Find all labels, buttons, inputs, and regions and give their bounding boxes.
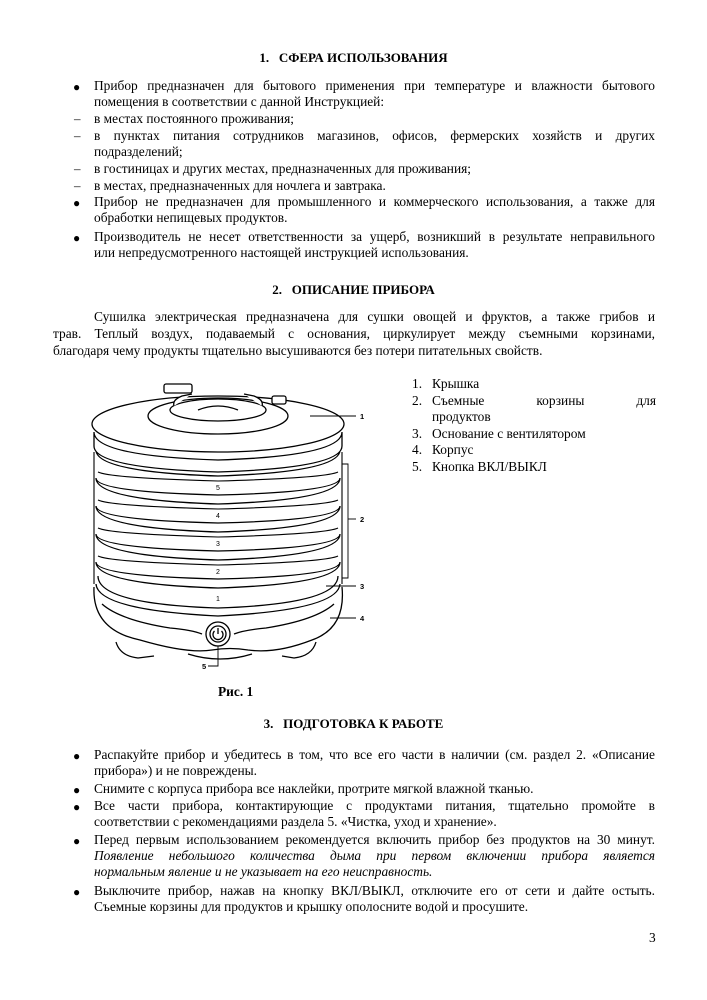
bullet: ● [73, 885, 81, 899]
paragraph-line: Распакуйте прибор и убедитесь в том, что все его части в наличии (см. раздел 2. «Описание [94, 747, 655, 762]
list-item: в гостиницах и других местах, предназначенных для проживания; [94, 161, 471, 176]
tray-number: 3 [216, 541, 220, 548]
list-item: в местах, предназначенных для ночлега и завтрака. [94, 178, 386, 193]
paragraph-line: Прибор предназначен для бытового применения при температуре и влажности бытового [94, 78, 655, 93]
bullet: ● [73, 196, 81, 210]
paragraph-line: Съемные корзины для продуктов и крышку ополосните водой и просушите. [94, 899, 529, 914]
paragraph-line: соответствии с рекомендациями раздела 5. «Чистка, уход и хранение». [94, 814, 497, 829]
paragraph-line: Перед первым использованием рекомендуется включить прибор без продуктов на 30 минут. [94, 832, 655, 847]
list-item [412, 459, 656, 476]
paragraph-line: трав. Теплый воздух, подаваемый с основания, циркулирует между съемными корзинами, [53, 326, 655, 341]
item-label: Основание с вентилятором [432, 425, 586, 441]
item-label-continued: продуктов [432, 409, 491, 424]
callout-label: 3 [360, 582, 365, 591]
paragraph-line: обработки непищевых продуктов. [94, 210, 288, 225]
dash-marker: – [74, 128, 81, 143]
list-item: в пунктах питания сотрудников магазинов, офисов, фермерских хозяйств и других [94, 128, 655, 143]
paragraph-line: Все части прибора, контактирующие с продуктами питания, тщательно промойте в [94, 798, 655, 813]
item-label: Корпус [432, 442, 474, 457]
parts-list [412, 376, 656, 475]
callout-label: 4 [360, 614, 365, 623]
paragraph-line: Снимите с корпуса прибора все наклейки, протрите мягкой влажной тканью. [94, 781, 534, 796]
dehydrator-illustration [80, 372, 380, 682]
item-number: 1. [412, 376, 423, 391]
paragraph-line: благодаря чему продукты тщательно высушиваются без потери питательных свойств. [53, 343, 543, 358]
paragraph-line-italic: нормальным явление и не указывает на его неисправность. [94, 864, 433, 879]
callout-label: 5 [202, 662, 207, 671]
dash-marker: – [74, 111, 81, 126]
item-number: 5. [412, 458, 423, 474]
item-label: Крышка [432, 376, 480, 391]
tray-number: 2 [216, 569, 220, 576]
paragraph-line: Производитель не несет ответственности за ущерб, возникший в результате неправильного [94, 229, 655, 244]
bullet: ● [73, 800, 81, 814]
dash-marker: – [74, 161, 81, 176]
list-item: в местах постоянного проживания; [94, 111, 294, 126]
section-2-title: 2. ОПИСАНИЕ ПРИБОРА [272, 282, 435, 297]
tray-number: 1 [216, 596, 220, 603]
bullet: ● [73, 80, 81, 94]
list-item [412, 442, 656, 459]
paragraph-line-italic: Появление небольшого количества дыма при первом включении прибора является [94, 848, 655, 863]
item-label: Съемные корзины для [432, 392, 656, 408]
dash-marker: – [74, 178, 81, 193]
section-3-title: 3. ПОДГОТОВКА К РАБОТЕ [263, 716, 444, 731]
bullet: ● [73, 231, 81, 245]
paragraph-line: Выключите прибор, нажав на кнопку ВКЛ/ВЫКЛ, отключите его от сети и дайте остыть. [94, 883, 655, 898]
item-label: Кнопка ВКЛ/ВЫКЛ [432, 458, 547, 474]
section-1-title: 1. СФЕРА ИСПОЛЬЗОВАНИЯ [259, 50, 448, 65]
list-item [412, 393, 656, 426]
item-number: 2. [412, 392, 423, 408]
callout-label: 2 [360, 515, 365, 524]
figure-caption: Рис. 1 [218, 684, 254, 699]
list-item [412, 426, 656, 443]
bullet: ● [73, 749, 81, 763]
list-item [412, 376, 656, 393]
tray-number: 4 [216, 513, 220, 520]
callout-label: 1 [360, 412, 365, 421]
list-item-continued: подразделений; [94, 144, 183, 159]
paragraph-line: помещения в соответствии с данной Инструкцией: [94, 94, 385, 109]
tray-number: 5 [216, 485, 220, 492]
item-number: 4. [412, 442, 423, 457]
paragraph-line: прибора») и не повреждены. [94, 763, 257, 778]
bullet: ● [73, 783, 81, 797]
page-number: 3 [649, 930, 656, 945]
item-number: 3. [412, 425, 423, 441]
paragraph-line: или непредусмотренного настоящей инструкцией использования. [94, 245, 469, 260]
paragraph-line: Сушилка электрическая предназначена для сушки овощей и фруктов, а также грибов и [94, 309, 655, 324]
bullet: ● [73, 834, 81, 848]
paragraph-line: Прибор не предназначен для промышленного и коммерческого использования, а также для [94, 194, 655, 209]
